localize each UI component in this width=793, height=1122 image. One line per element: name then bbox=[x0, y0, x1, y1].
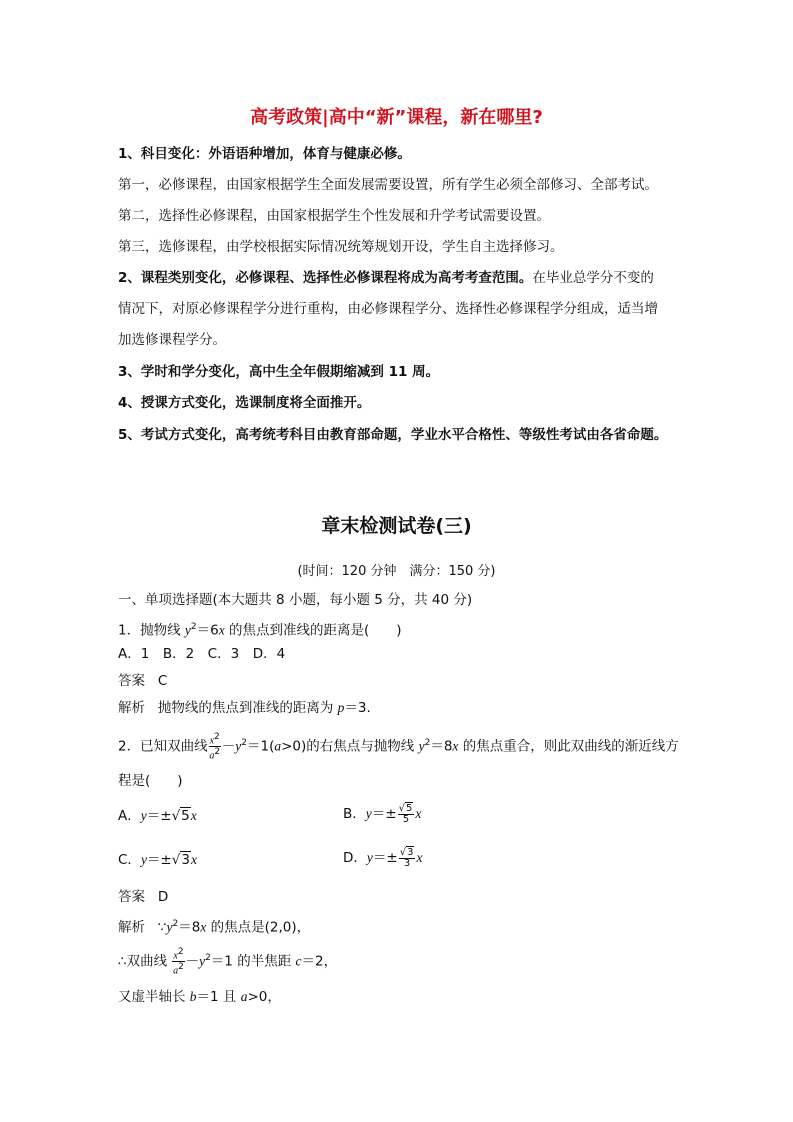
q2-mid2: ＝1( bbox=[247, 738, 275, 755]
opt-d-den: 3 bbox=[403, 857, 411, 869]
analysis-var: p bbox=[337, 700, 345, 715]
opt-b-label: B． bbox=[343, 806, 366, 822]
opt-b-den: 5 bbox=[402, 813, 410, 825]
opt-d-y: y bbox=[366, 850, 373, 865]
q1-prefix: 1．抛物线 bbox=[118, 622, 185, 639]
q2-option-a: A．y＝±√5x bbox=[118, 808, 197, 824]
sol1-eq: ＝8 bbox=[178, 919, 201, 936]
opt-b-eq: ＝± bbox=[371, 806, 397, 822]
q1-options: A．1 B．2 C．3 D．4 bbox=[118, 646, 286, 662]
q2-var-a: a bbox=[274, 738, 282, 754]
opt-c-label: C． bbox=[118, 852, 141, 868]
policy-item-1b: 第二，选择性必修课程，由国家根据学生个性发展和升学考试需要设置。 bbox=[118, 208, 550, 224]
answer-label: 答案 bbox=[118, 673, 145, 689]
sol1-rest: 的焦点是(2,0)， bbox=[210, 919, 311, 936]
q2-analysis-2 bbox=[118, 945, 337, 976]
answer-value: D bbox=[157, 889, 169, 905]
policy-item-2-line2: 情况下，对原必修课程学分进行重构，由必修课程学分、选择性必修课程学分组成，适当增 bbox=[118, 301, 658, 317]
q2-option-d bbox=[343, 847, 422, 869]
opt-a-x: x bbox=[190, 808, 197, 823]
q1-var-x: x bbox=[218, 622, 225, 638]
opt-a-root: 5 bbox=[181, 808, 190, 824]
frac-den-exp: 2 bbox=[214, 747, 221, 757]
q2-y2-exp: 2 bbox=[424, 738, 431, 748]
q2-mid4: ＝8 bbox=[430, 738, 453, 755]
policy-item-3: 3、学时和学分变化，高中生全年假期缩减到 11 周。 bbox=[118, 364, 440, 380]
sol2-rest: ＝1 的半焦距 bbox=[210, 953, 296, 970]
sol3-var-a: a bbox=[240, 989, 248, 1004]
opt-a-y: y bbox=[140, 808, 147, 823]
q2-line2: 程是( ) bbox=[118, 773, 183, 789]
q2-y-exp: 2 bbox=[241, 738, 248, 748]
q2-option-b bbox=[343, 803, 421, 825]
sol2-y: y bbox=[199, 953, 206, 969]
sol1-exp: 2 bbox=[172, 919, 179, 929]
exam-subtitle: (时间：120 分钟 满分：150 分) bbox=[297, 564, 496, 579]
analysis-label: 解析 bbox=[118, 700, 145, 716]
sol2-num-exp: 2 bbox=[177, 946, 184, 957]
opt-d-eq: ＝± bbox=[372, 850, 398, 866]
sol2-den: a bbox=[173, 965, 179, 977]
q2-analysis-1 bbox=[118, 915, 310, 937]
opt-a-label: A． bbox=[118, 808, 141, 824]
q1-answer bbox=[118, 672, 167, 690]
sol2-fraction bbox=[172, 947, 184, 977]
opt-c-root: 3 bbox=[181, 852, 190, 868]
opt-b-y: y bbox=[365, 806, 372, 821]
opt-d-x: x bbox=[416, 850, 423, 865]
q2-var-x: x bbox=[452, 738, 459, 754]
answer-label: 答案 bbox=[118, 889, 145, 905]
section-heading: 一、单项选择题(本大题共 8 小题，每小题 5 分，共 40 分) bbox=[118, 592, 473, 608]
q2-option-c: C．y＝±√3x bbox=[118, 852, 197, 868]
q2-answer bbox=[118, 888, 168, 906]
policy-item-2 bbox=[118, 269, 654, 287]
frac-num: x bbox=[209, 735, 215, 746]
sol2-y-exp: 2 bbox=[205, 953, 211, 963]
sol2-c: c bbox=[295, 953, 302, 969]
q2-minus: － bbox=[221, 738, 236, 755]
opt-b-fraction: $\frac{√5}{5}$ bbox=[398, 802, 413, 825]
q2-suffix: 的焦点重合，则此双曲线的渐近线方 bbox=[458, 738, 679, 755]
q2-fraction bbox=[209, 732, 221, 762]
policy-item-1: 1、科目变化：外语语种增加，体育与健康必修。 bbox=[118, 146, 411, 162]
opt-c-x: x bbox=[190, 852, 197, 867]
sol2-c-val: ＝2， bbox=[301, 953, 338, 970]
sol3-b: b bbox=[189, 989, 197, 1004]
policy-item-4: 4、授课方式变化，选课制度将全面推开。 bbox=[118, 395, 371, 411]
q1-var-y: y bbox=[184, 622, 191, 638]
q1-eq: ＝6 bbox=[196, 622, 219, 639]
opt-a-eq: ＝± bbox=[146, 808, 172, 824]
sol1-y: y bbox=[166, 919, 173, 935]
policy-item-2-line3: 加选修课程学分。 bbox=[118, 332, 226, 348]
opt-c-eq: ＝± bbox=[146, 852, 172, 868]
opt-c-y: y bbox=[140, 852, 147, 867]
exam-title: 章末检测试卷(三) bbox=[321, 515, 472, 537]
sol2-den-exp: 2 bbox=[178, 962, 184, 972]
sol3-a: 又虚半轴长 bbox=[118, 989, 190, 1005]
opt-b-root: 5 bbox=[405, 802, 413, 814]
q2-prefix: 2．已知双曲线 bbox=[118, 738, 208, 755]
answer-value: C bbox=[157, 673, 168, 689]
q2-mid3: >0)的右焦点与抛物线 bbox=[281, 738, 419, 755]
frac-den: a bbox=[209, 750, 215, 762]
analysis-label: 解析 bbox=[118, 919, 145, 936]
because-symbol: ∵ bbox=[157, 919, 167, 936]
q2-var-y-2: y bbox=[418, 738, 425, 754]
frac-num-exp: 2 bbox=[214, 731, 220, 742]
sol3-end: >0， bbox=[247, 989, 281, 1005]
sol1-x: x bbox=[200, 919, 207, 935]
policy-item-1c: 第三，选修课程，由学校根据实际情况统筹规划开设，学生自主选择修习。 bbox=[118, 239, 564, 255]
question-1 bbox=[118, 618, 402, 640]
opt-d-fraction: $\frac{√3}{3}$ bbox=[399, 846, 414, 869]
q2-var-y: y bbox=[235, 738, 242, 754]
policy-item-2-rest: 在毕业总学分不变的 bbox=[532, 270, 654, 286]
opt-d-label: D． bbox=[343, 850, 367, 866]
q1-analysis bbox=[118, 699, 371, 717]
analysis-text: 抛物线的焦点到准线的距离为 bbox=[157, 700, 338, 716]
sol2-num: x bbox=[173, 950, 178, 961]
question-2 bbox=[118, 730, 679, 761]
opt-b-x: x bbox=[415, 806, 422, 821]
therefore-text: ∴双曲线 bbox=[118, 953, 172, 970]
q2-analysis-3 bbox=[118, 988, 281, 1006]
q1-exp: 2 bbox=[190, 622, 197, 632]
q1-suffix: 的焦点到准线的距离是( ) bbox=[224, 622, 402, 639]
analysis-val: ＝3. bbox=[344, 700, 371, 716]
policy-item-5: 5、考试方式变化，高考统考科目由教育部命题，学业水平合格性、等级性考试由各省命题。 bbox=[118, 427, 668, 443]
policy-item-2-bold: 2、课程类别变化，必修课程、选择性必修课程将成为高考考查范围。 bbox=[118, 270, 533, 286]
sol3-mid: ＝1 且 bbox=[196, 989, 241, 1005]
news-title: 高考政策|高中“新”课程，新在哪里? bbox=[250, 107, 543, 128]
opt-d-root: 3 bbox=[407, 846, 414, 858]
sol2-minus: － bbox=[185, 953, 200, 970]
policy-item-1a: 第一，必修课程，由国家根据学生全面发展需要设置，所有学生必须全部修习、全部考试。 bbox=[118, 177, 658, 193]
